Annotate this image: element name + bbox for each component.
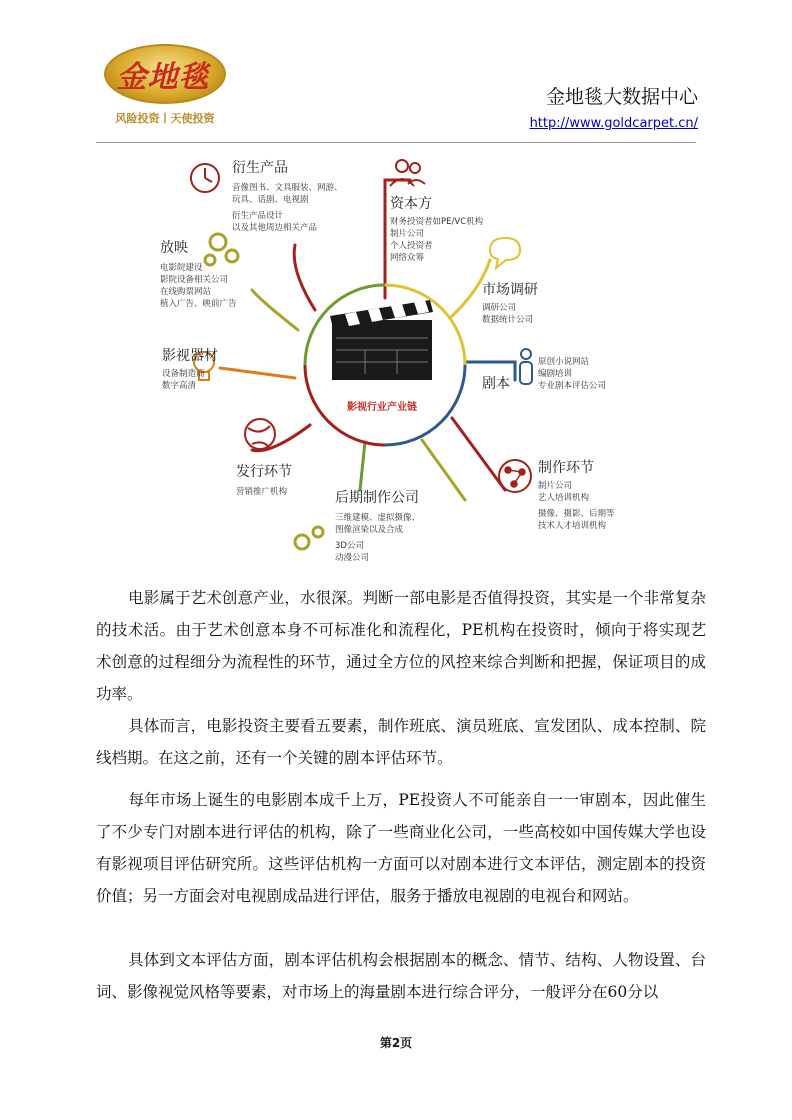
- node-script-desc-3: 专业剧本评估公司: [538, 381, 607, 391]
- node-distribution-title: 发行环节: [236, 464, 292, 480]
- node-script-desc-1: 原创小说网站: [538, 357, 590, 367]
- connector-equipment: [220, 368, 295, 378]
- node-production-title: 制作环节: [538, 460, 594, 476]
- paragraph-4: 具体到文本评估方面，剧本评估机构会根据剧本的概念、情节、结构、人物设置、台词、影像视觉风格等要素，对市场上的海量剧本进行综合评分，一般评分在60分以: [96, 951, 706, 1001]
- gears-icon: [205, 234, 238, 265]
- node-production-desc-1: 制片公司: [538, 481, 573, 491]
- node-derivative-desc-1: 音像图书、文具服装、网游、: [232, 183, 343, 193]
- paragraph-1: 电影属于艺术创意产业，水很深。判断一部电影是否值得投资，其实是一个非常复杂的技术活。由于艺术创意本身不可标准化和流程化，PE机构在投资时，倾向于将实现艺术创意的过程细分为流程性的环节，通过全方位的风控来综合判断和把握，保证项目的成功率。: [96, 589, 706, 703]
- paragraph-3: 每年市场上诞生的电影剧本成千上万，PE投资人不可能亲自一一审剧本，因此催生了不少专门对剧本进行评估的机构，除了一些商业化公司，一些高校如中国传媒大学也设有影视项目评估研究所。这些评估机构一方面可以对剧本进行文本评估，测定剧本的投资价值；另一方面会对电视剧成品进行评估，服务于播放电视剧的电视台和网站。: [96, 791, 706, 905]
- center-label: 影视行业产业链: [347, 402, 417, 413]
- node-post-desc-2: 图像渲染以及合成: [335, 525, 404, 535]
- company-logo: [98, 44, 228, 132]
- node-equipment-desc-2: 数字高清: [162, 381, 197, 391]
- node-production-desc-3: 摄像、摄影、后期等: [538, 509, 615, 519]
- website-link[interactable]: http://www.goldcarpet.cn/: [529, 116, 698, 131]
- node-capital-desc-3: 个人投资者: [390, 241, 433, 251]
- node-post-desc-3: 3D公司: [335, 541, 364, 551]
- node-production-desc-4: 技术人才培训机构: [538, 521, 607, 531]
- organization-name: 金地毯大数据中心: [545, 86, 698, 108]
- logo-text: 金地毯: [116, 60, 210, 95]
- node-capital-desc-4: 网络众筹: [390, 253, 425, 263]
- node-research-desc-2: 数据统计公司: [482, 315, 534, 325]
- connector-derivative: [294, 245, 315, 310]
- node-post-desc-1: 三维建模、虚拟摄像、: [335, 513, 421, 523]
- node-derivative-desc-2: 玩具、话剧、电视剧: [232, 195, 309, 205]
- node-distribution-desc-1: 营销推广机构: [236, 487, 288, 497]
- node-derivative-title: 衍生产品: [232, 160, 288, 176]
- node-screening-desc-3: 在线购票网站: [160, 287, 212, 297]
- connector-distribution: [252, 425, 310, 451]
- connector-production: [452, 418, 505, 490]
- node-equipment-desc-1: 设备制造商: [162, 369, 205, 379]
- industry-chain-diagram: [160, 150, 630, 568]
- node-research-title: 市场调研: [482, 282, 538, 298]
- globe-icon: [245, 419, 275, 449]
- clock-icon: [191, 164, 219, 192]
- page-number: 第2页: [379, 1036, 413, 1050]
- connector-post: [360, 442, 365, 490]
- node-capital-title: 资本方: [390, 196, 432, 212]
- connector-screening: [252, 290, 298, 330]
- node-research-desc-1: 调研公司: [482, 303, 517, 313]
- node-derivative-desc-4: 以及其他周边相关产品: [232, 223, 318, 233]
- node-screening-title: 放映: [160, 240, 188, 256]
- node-screening-desc-1: 电影院建设: [160, 263, 203, 273]
- node-derivative-desc-3: 衍生产品设计: [232, 211, 284, 221]
- node-post-title: 后期制作公司: [335, 490, 419, 506]
- connector-post-b: [422, 440, 465, 500]
- node-capital-desc-1: 财务投资者如PE/VC机构: [390, 217, 484, 227]
- node-equipment-title: 影视器材: [162, 348, 218, 364]
- logo-subtitle: 风险投资丨天使投资: [115, 112, 215, 125]
- node-script-title: 剧本: [482, 376, 510, 392]
- paragraph-2: 具体而言，电影投资主要看五要素，制作班底、演员班底、宣发团队、成本控制、院线档期。在这之前，还有一个关键的剧本评估环节。: [96, 717, 706, 767]
- header-divider: [96, 142, 696, 143]
- node-screening-desc-4: 植入广告、映前广告: [160, 299, 237, 309]
- clapperboard-icon: [330, 300, 433, 380]
- node-capital-desc-2: 制片公司: [390, 229, 425, 239]
- node-production-desc-2: 艺人培训机构: [538, 493, 590, 503]
- speech-bubble-icon: [490, 238, 520, 268]
- person-icon: [520, 349, 532, 384]
- node-post-desc-4: 动漫公司: [335, 553, 370, 563]
- molecule-icon: [499, 460, 531, 492]
- node-screening-desc-2: 影院设备相关公司: [160, 275, 229, 285]
- users-icon: [390, 160, 425, 186]
- node-script-desc-2: 编剧培训: [538, 369, 573, 379]
- gear-icon: [295, 527, 323, 549]
